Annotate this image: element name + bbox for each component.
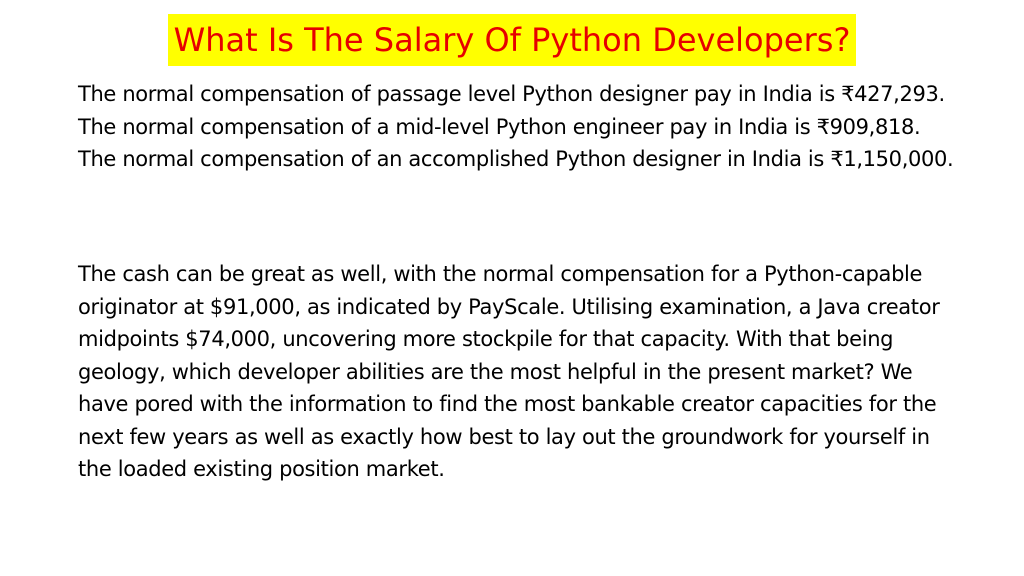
title-container [0, 14, 1024, 66]
paragraph-payscale-comparison: The cash can be great as well, with the normal compensation for a Python-capable originator at $91,000, as indicated by PayScale. Utilising examination, a Java creator midpoints $74,000, uncovering more stockpile for that capacity. With that being geology, which developer abilities are the most helpful in the present market? We have pored with the information to find the most bankable creator capacities for the next few years as well as exactly how best to lay out the groundwork for yourself in the loaded existing position market. [78, 262, 940, 481]
paragraph-india-salaries: The normal compensation of passage level Python designer pay in India is ₹427,293. The normal compensation of a mid-level Python engineer pay in India is ₹909,818. The normal compensation of an accomplished Python designer in India is ₹1,150,000. [78, 82, 954, 171]
slide-title: What Is The Salary Of Python Developers? [168, 14, 857, 66]
